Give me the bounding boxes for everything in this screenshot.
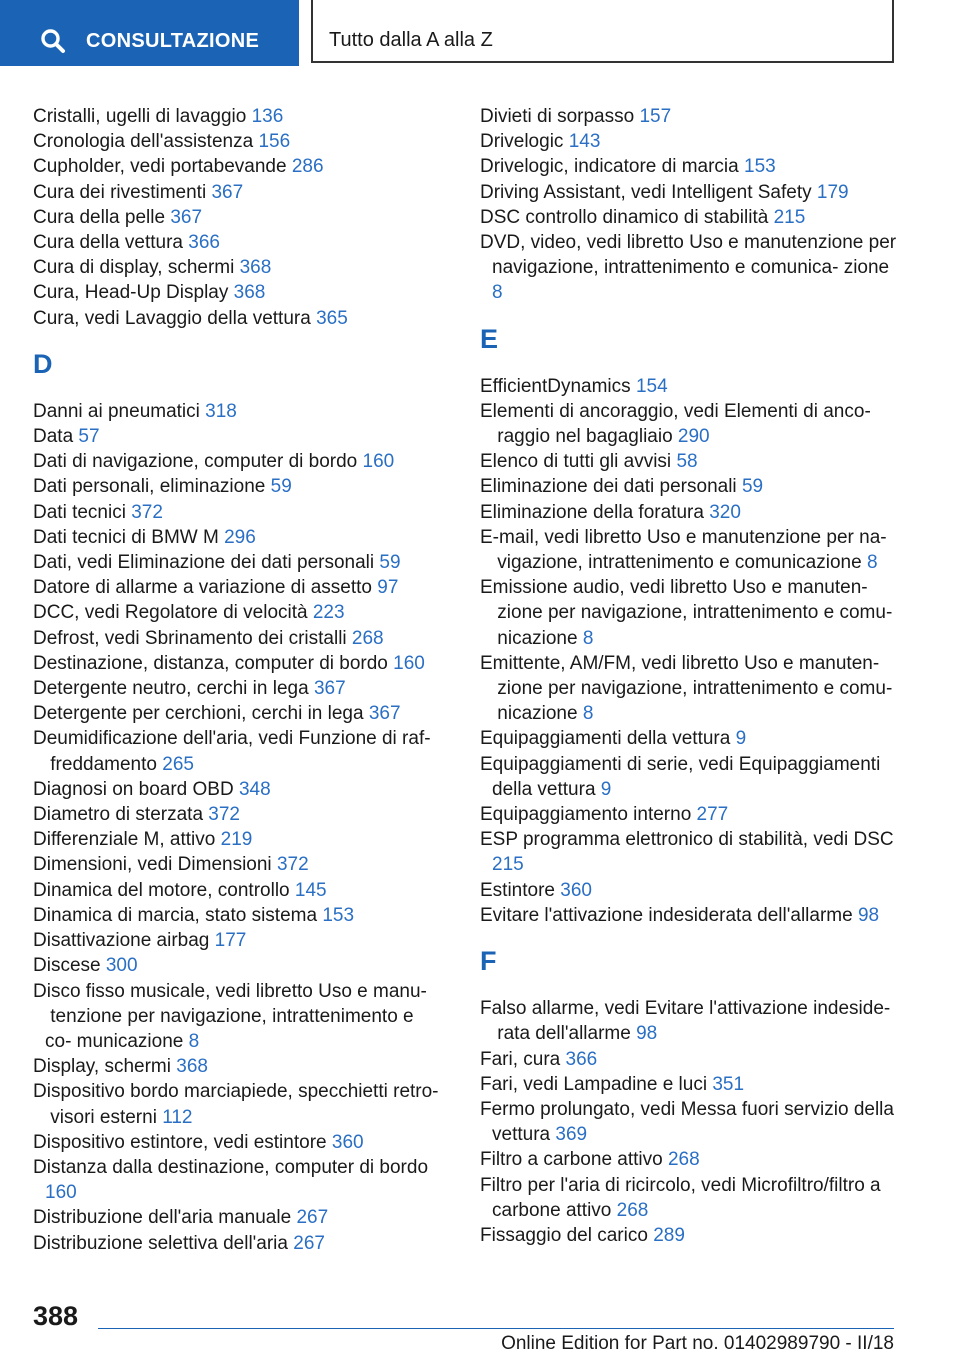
index-entry-text: Dati tecnici di BMW M bbox=[33, 526, 219, 548]
page-reference-link[interactable]: 219 bbox=[220, 829, 253, 851]
index-entry-text: Cupholder, vedi portabevande bbox=[33, 156, 287, 178]
index-entry-text: Evitare l'attivazione indesiderata dell'allarme bbox=[480, 904, 853, 926]
index-entry-text: Discese bbox=[33, 955, 101, 977]
index-entry-text: Disattivazione airbag bbox=[33, 930, 210, 952]
index-column-right bbox=[480, 104, 900, 1248]
index-entry-text: Eliminazione della foratura bbox=[480, 501, 704, 523]
index-entry bbox=[33, 230, 443, 255]
page-reference-link[interactable]: 97 bbox=[377, 577, 399, 599]
index-letter-heading: E bbox=[480, 323, 499, 354]
index-entry-text: Emittente, AM/FM, vedi libretto Uso e manuten- zione per navigazione, intrattenimento e comu- nicazione bbox=[480, 652, 893, 725]
index-entry-text: Equipaggiamenti di serie, vedi Equipaggiamenti della vettura bbox=[480, 753, 881, 800]
index-entry-text: Cura, vedi Lavaggio della vettura bbox=[33, 307, 311, 329]
index-entry-text: Cura della pelle bbox=[33, 206, 166, 228]
index-entry bbox=[33, 474, 443, 499]
page-reference-link[interactable]: 145 bbox=[294, 879, 327, 901]
page-reference-link[interactable]: 366 bbox=[565, 1048, 598, 1070]
page-reference-link[interactable]: 143 bbox=[568, 131, 601, 153]
index-entry bbox=[480, 1072, 900, 1097]
index-entry-text: Dimensioni, vedi Dimensioni bbox=[33, 854, 272, 876]
index-entry bbox=[480, 205, 900, 230]
page-reference-link[interactable]: 367 bbox=[211, 181, 244, 203]
index-entry bbox=[33, 651, 443, 676]
index-entry bbox=[480, 230, 900, 306]
index-entry-text: DSC controllo dinamico di stabilità bbox=[480, 206, 769, 228]
index-entry-text: Diametro di sterzata bbox=[33, 804, 204, 826]
index-entry-text: Detergente per cerchioni, cerchi in lega bbox=[33, 703, 364, 725]
index-entry bbox=[33, 180, 443, 205]
index-entry bbox=[480, 1097, 900, 1147]
index-entry-text: Filtro per l'aria di ricircolo, vedi Microfiltro/filtro a carbone attivo bbox=[480, 1174, 881, 1221]
index-entry bbox=[480, 1047, 900, 1072]
index-entry-text: Eliminazione dei dati personali bbox=[480, 476, 737, 498]
page-reference-link[interactable]: 215 bbox=[492, 854, 524, 876]
index-entry-text: ESP programma elettronico di stabilità, vedi DSC bbox=[480, 829, 894, 851]
page-reference-link[interactable]: 160 bbox=[393, 652, 425, 674]
index-entry-text: Dispositivo bordo marciapiede, specchietti retro- visori esterni bbox=[33, 1081, 439, 1128]
index-entry bbox=[480, 525, 900, 575]
page-reference-link[interactable]: 8 bbox=[582, 703, 594, 725]
index-entry bbox=[480, 1223, 900, 1248]
page-reference-link[interactable]: 156 bbox=[258, 131, 291, 153]
index-entry-text: Distribuzione selettiva dell'aria bbox=[33, 1232, 288, 1254]
index-entry-text: Fissaggio del carico bbox=[480, 1224, 648, 1246]
index-entry bbox=[480, 878, 900, 903]
page-reference-link[interactable]: 8 bbox=[188, 1030, 200, 1052]
index-entry-text: Diagnosi on board OBD bbox=[33, 778, 234, 800]
edition-text: Online Edition for Part no. 01402989790 - II/18 bbox=[501, 1333, 894, 1354]
index-entry-text: Dati tecnici bbox=[33, 501, 126, 523]
index-entry bbox=[480, 726, 900, 751]
page-reference-link[interactable]: 320 bbox=[709, 501, 741, 523]
page-reference-link[interactable]: 267 bbox=[293, 1232, 325, 1254]
index-entry bbox=[33, 701, 443, 726]
index-entry bbox=[33, 1231, 443, 1256]
page-reference-link[interactable]: 372 bbox=[208, 804, 240, 826]
index-entry bbox=[33, 154, 443, 179]
page-reference-link[interactable]: 367 bbox=[170, 206, 203, 228]
index-entry bbox=[480, 752, 900, 802]
section-tab-consultazione[interactable] bbox=[0, 0, 299, 66]
footer-divider bbox=[98, 1328, 894, 1329]
index-entry bbox=[480, 500, 900, 525]
page-reference-link[interactable]: 290 bbox=[677, 426, 710, 448]
index-entry-text: Display, schermi bbox=[33, 1056, 171, 1078]
page-reference-link[interactable]: 98 bbox=[636, 1023, 658, 1045]
page-reference-link[interactable]: 300 bbox=[105, 955, 138, 977]
index-entry-text: Datore di allarme a variazione di assetto bbox=[33, 577, 373, 599]
index-entry-text: Dati di navigazione, computer di bordo bbox=[33, 451, 358, 473]
page-reference-link[interactable]: 58 bbox=[676, 451, 698, 473]
index-entry bbox=[480, 903, 900, 928]
index-entry bbox=[480, 575, 900, 651]
index-entry-text: Dinamica di marcia, stato sistema bbox=[33, 904, 318, 926]
page-reference-link[interactable]: 154 bbox=[635, 375, 668, 397]
page-reference-link[interactable]: 136 bbox=[251, 106, 284, 127]
index-entry bbox=[33, 827, 443, 852]
page-reference-link[interactable]: 59 bbox=[741, 476, 764, 498]
index-entry-text: Filtro a carbone attivo bbox=[480, 1149, 663, 1171]
index-entry bbox=[33, 600, 443, 625]
page-reference-link[interactable]: 267 bbox=[296, 1207, 329, 1229]
page-reference-link[interactable]: 57 bbox=[78, 426, 100, 448]
index-entry-text: Cura della vettura bbox=[33, 232, 183, 254]
index-entry-text: Cura di display, schermi bbox=[33, 257, 235, 279]
index-entry bbox=[33, 953, 443, 978]
index-entry-text: Fermo prolungato, vedi Messa fuori servizio della vettura bbox=[480, 1098, 894, 1146]
page-reference-link[interactable]: 366 bbox=[188, 232, 220, 254]
index-entry bbox=[480, 996, 900, 1046]
index-entry bbox=[33, 424, 443, 449]
page-reference-link[interactable]: 268 bbox=[351, 627, 384, 649]
index-entry bbox=[33, 1205, 443, 1230]
page-reference-link[interactable]: 368 bbox=[233, 282, 266, 304]
index-entry-text: Cura, Head-Up Display bbox=[33, 282, 229, 304]
page-reference-link[interactable]: 368 bbox=[176, 1056, 208, 1078]
index-entry bbox=[480, 474, 900, 499]
index-entry-text: Deumidificazione dell'aria, vedi Funzione di raf- freddamento bbox=[33, 728, 431, 775]
index-entry-text: EfficientDynamics bbox=[480, 375, 631, 397]
index-entry bbox=[33, 449, 443, 474]
index-entry-text: Distanza dalla destinazione, computer di bordo bbox=[33, 1156, 429, 1178]
page-reference-link[interactable]: 179 bbox=[816, 181, 849, 203]
index-entry bbox=[480, 651, 900, 727]
chapter-title: Tutto dalla A alla Z bbox=[329, 29, 493, 51]
index-entry bbox=[33, 525, 443, 550]
index-entry bbox=[480, 104, 900, 129]
index-entry-text: Data bbox=[33, 426, 74, 448]
index-entry-text: Dati, vedi Eliminazione dei dati personali bbox=[33, 552, 375, 574]
index-entry-text: Divieti di sorpasso bbox=[480, 106, 635, 127]
index-entry bbox=[33, 979, 443, 1055]
page-reference-link[interactable]: 8 bbox=[866, 552, 878, 574]
page-reference-link[interactable]: 360 bbox=[331, 1131, 364, 1153]
index-entry-text: Destinazione, distanza, computer di bordo bbox=[33, 652, 388, 674]
index-entry-text: Equipaggiamenti della vettura bbox=[480, 728, 731, 750]
page-reference-link[interactable]: 157 bbox=[639, 106, 672, 127]
index-entry bbox=[33, 575, 443, 600]
index-entry bbox=[33, 777, 443, 802]
page-reference-link[interactable]: 265 bbox=[162, 753, 194, 775]
page-reference-link[interactable]: 160 bbox=[45, 1182, 77, 1204]
page-reference-link[interactable]: 8 bbox=[582, 627, 594, 649]
index-entry bbox=[33, 500, 443, 525]
page-reference-link[interactable]: 59 bbox=[270, 476, 292, 498]
page-reference-link[interactable]: 59 bbox=[379, 552, 401, 574]
page-reference-link[interactable]: 277 bbox=[696, 804, 729, 826]
index-entry bbox=[33, 726, 443, 776]
index-entry-text: Fari, cura bbox=[480, 1048, 561, 1070]
index-entry-text: Equipaggiamento interno bbox=[480, 804, 692, 826]
page-reference-link[interactable]: 160 bbox=[362, 451, 395, 473]
page-reference-link[interactable]: 112 bbox=[162, 1106, 193, 1128]
index-entry-text: Dati personali, eliminazione bbox=[33, 476, 266, 498]
page-reference-link[interactable]: 9 bbox=[600, 778, 612, 800]
page-reference-link[interactable]: 296 bbox=[224, 526, 256, 548]
index-entry bbox=[33, 1155, 443, 1205]
index-entry-text: Differenziale M, attivo bbox=[33, 829, 216, 851]
page-reference-link[interactable]: 318 bbox=[205, 400, 237, 422]
index-entry-text: Emissione audio, vedi libretto Uso e manuten- zione per navigazione, intrattenimento e comu- nicazione bbox=[480, 577, 893, 649]
index-entry-text: DCC, vedi Regolatore di velocità bbox=[33, 602, 308, 624]
page-reference-link[interactable]: 9 bbox=[735, 728, 747, 750]
index-entry bbox=[33, 104, 443, 129]
index-column-left bbox=[33, 104, 443, 1256]
page-reference-link[interactable]: 8 bbox=[492, 282, 503, 304]
index-entry bbox=[33, 306, 443, 331]
section-label: CONSULTAZIONE bbox=[86, 30, 260, 52]
index-entry-text: Falso allarme, vedi Evitare l'attivazione indeside- rata dell'allarme bbox=[480, 998, 891, 1045]
index-entry-text: DVD, video, vedi libretto Uso e manutenzione per navigazione, intrattenimento e comunica- zione bbox=[480, 232, 897, 279]
index-entry-text: Elenco di tutti gli avvisi bbox=[480, 451, 672, 473]
index-entry bbox=[480, 180, 900, 205]
page-reference-link[interactable]: 372 bbox=[276, 854, 309, 876]
index-entry bbox=[33, 129, 443, 154]
index-entry bbox=[480, 802, 900, 827]
index-entry-text: Drivelogic bbox=[480, 131, 564, 153]
index-entry bbox=[33, 205, 443, 230]
page-reference-link[interactable]: 177 bbox=[214, 930, 247, 952]
index-letter-heading: F bbox=[480, 946, 497, 977]
index-entry bbox=[480, 399, 900, 449]
page-reference-link[interactable]: 153 bbox=[744, 156, 776, 178]
page-number: 388 bbox=[33, 1301, 79, 1331]
index-entry bbox=[33, 676, 443, 701]
index-entry-text: Danni ai pneumatici bbox=[33, 400, 200, 422]
index-entry-text: Elementi di ancoraggio, vedi Elementi di anco- raggio nel bagagliaio bbox=[480, 400, 871, 448]
index-entry-text: Dinamica del motore, controllo bbox=[33, 879, 290, 901]
index-entry bbox=[33, 550, 443, 575]
index-entry bbox=[480, 129, 900, 154]
page-reference-link[interactable]: 286 bbox=[291, 156, 324, 178]
index-entry-text: Dispositivo estintore, vedi estintore bbox=[33, 1131, 327, 1153]
page-reference-link[interactable]: 351 bbox=[712, 1073, 745, 1095]
index-entry-text: Distribuzione dell'aria manuale bbox=[33, 1207, 292, 1229]
index-entry bbox=[33, 928, 443, 953]
index-entry-text: Driving Assistant, vedi Intelligent Safety bbox=[480, 181, 812, 203]
index-entry bbox=[480, 374, 900, 399]
page-reference-link[interactable]: 367 bbox=[313, 678, 346, 700]
index-entry-text: Drivelogic, indicatore di marcia bbox=[480, 156, 739, 178]
page-reference-link[interactable]: 223 bbox=[312, 602, 345, 624]
index-entry bbox=[480, 1147, 900, 1172]
index-entry bbox=[480, 827, 900, 877]
page-reference-link[interactable]: 365 bbox=[316, 307, 348, 329]
search-icon bbox=[40, 28, 66, 54]
page-reference-link[interactable]: 215 bbox=[773, 206, 806, 228]
page-reference-link[interactable]: 289 bbox=[653, 1224, 685, 1246]
index-entry bbox=[33, 878, 443, 903]
index-entry bbox=[33, 626, 443, 651]
page-reference-link[interactable]: 368 bbox=[239, 257, 272, 279]
index-entry-text: Disco fisso musicale, vedi libretto Uso e manu- tenzione per navigazione, intrattenimento e co- municazione bbox=[33, 980, 427, 1052]
index-entry-text: E-mail, vedi libretto Uso e manutenzione per na- vigazione, intrattenimento e comunicazione bbox=[480, 526, 887, 574]
page-reference-link[interactable]: 268 bbox=[667, 1149, 700, 1171]
page-reference-link[interactable]: 360 bbox=[560, 879, 592, 901]
index-entry-text: Defrost, vedi Sbrinamento dei cristalli bbox=[33, 627, 347, 649]
page-header bbox=[0, 0, 960, 66]
index-entry bbox=[480, 1173, 900, 1223]
footer-edition bbox=[501, 1333, 894, 1355]
index-entry-text: Cristalli, ugelli di lavaggio bbox=[33, 106, 247, 127]
index-entry-text: Detergente neutro, cerchi in lega bbox=[33, 678, 309, 700]
index-entry bbox=[33, 1079, 443, 1129]
index-entry bbox=[33, 903, 443, 928]
index-entry-text: Estintore bbox=[480, 879, 555, 901]
page-reference-link[interactable]: 372 bbox=[131, 501, 163, 523]
index-letter-heading: D bbox=[33, 348, 53, 379]
page-reference-link[interactable]: 367 bbox=[368, 703, 401, 725]
index-entry bbox=[33, 852, 443, 877]
index-entry-text: Cronologia dell'assistenza bbox=[33, 131, 254, 153]
index-entry-text: Cura dei rivestimenti bbox=[33, 181, 207, 203]
index-entry-text: Fari, vedi Lampadine e luci bbox=[480, 1073, 708, 1095]
page-reference-link[interactable]: 153 bbox=[322, 904, 355, 926]
index-entry bbox=[33, 399, 443, 424]
index-entry bbox=[480, 154, 900, 179]
index-entry bbox=[480, 449, 900, 474]
index-entry bbox=[33, 1130, 443, 1155]
index-entry bbox=[33, 280, 443, 305]
page-reference-link[interactable]: 348 bbox=[238, 778, 271, 800]
index-entry bbox=[33, 255, 443, 280]
page-reference-link[interactable]: 98 bbox=[857, 904, 880, 926]
chapter-title-tab bbox=[311, 0, 894, 63]
page-reference-link[interactable]: 268 bbox=[616, 1199, 649, 1221]
index-entry bbox=[33, 802, 443, 827]
index-entry bbox=[33, 1054, 443, 1079]
page-reference-link[interactable]: 369 bbox=[555, 1124, 588, 1146]
